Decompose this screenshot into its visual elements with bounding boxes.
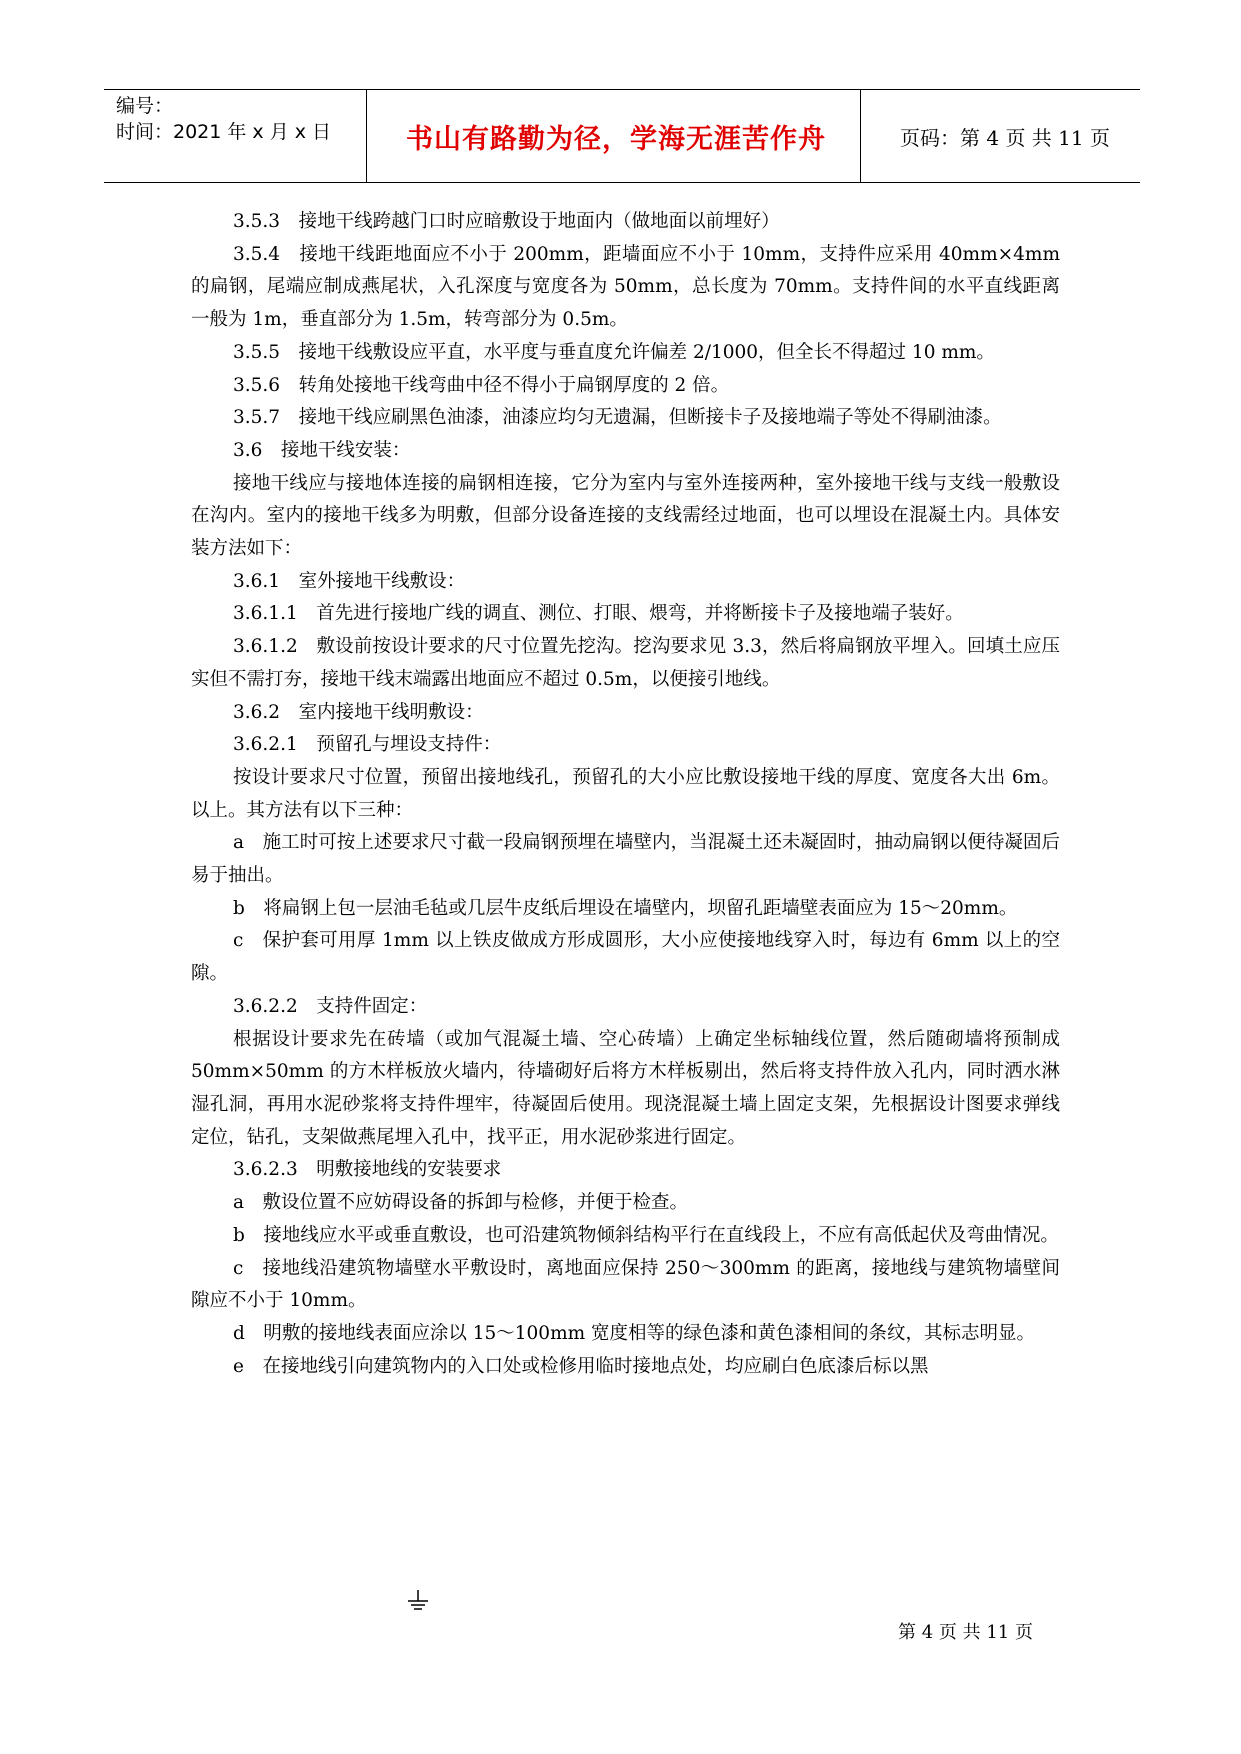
document-time-label: 时间：2021 年 x 月 x 日 xyxy=(116,121,332,143)
section-heading: 3.6.2.2 支持件固定： xyxy=(233,995,428,1017)
paragraph: 3.6.1.1 首先进行接地广线的调直、测位、打眼、煨弯，并将断接卡子及接地端子装好。 xyxy=(233,603,964,625)
paragraph: 3.5.7 接地干线应刷黑色油漆，油漆应均匀无遗漏，但断接卡子及接地端子等处不得刷油漆。 xyxy=(233,407,1002,429)
page-footer: 第 4 页 共 11 页 xyxy=(898,1622,1033,1643)
paragraph: 按设计要求尺寸位置，预留出接地线孔，预留孔的大小应比敷设接地干线的厚度、宽度各大出 6m。以上。其方法有以下三种： xyxy=(191,766,1060,821)
list-item: c 接地线沿建筑物墙壁水平敷设时，离地面应保持 250～300mm 的距离，接地线与建筑物墙壁间隙应不小于 10mm。 xyxy=(191,1257,1060,1312)
header-divider-right xyxy=(860,90,861,182)
section-heading: 3.6.2.1 预留孔与埋设支持件： xyxy=(233,734,502,756)
header-meta xyxy=(116,93,331,145)
ground-icon xyxy=(405,1590,431,1614)
paragraph: 3.6.1.2 敷设前按设计要求的尺寸位置先挖沟。挖沟要求见 3.3，然后将扁钢放平埋入。回填土应压实但不需打夯，接地干线末端露出地面应不超过 0.5m，以便接引地线。 xyxy=(191,636,1060,690)
paragraph: 3.5.4 接地干线距地面应不小于 200mm，距墙面应不小于 10mm，支持件应采用 40mm×4mm 的扁钢，尾端应制成燕尾状，入孔深度与宽度各为 50mm，总长度为 70mm。支持件间的水平直线距离一般为 1m，垂直部分为 1.5m，转弯部分为 0.5m。 xyxy=(191,243,1060,331)
header-page-label: 页码：第 4 页 共 11 页 xyxy=(900,125,1110,150)
paragraph: 3.5.6 转角处接地干线弯曲中径不得小于扁钢厚度的 2 倍。 xyxy=(233,374,730,396)
list-item: a 施工时可按上述要求尺寸截一段扁钢预埋在墙壁内，当混凝土还未凝固时，抽动扁钢以便待凝固后易于抽出。 xyxy=(191,832,1060,887)
list-item: c 保护套可用厚 1mm 以上铁皮做成方形成圆形，大小应使接地线穿入时，每边有 6mm 以上的空隙。 xyxy=(191,930,1060,985)
section-heading: 3.6.2 室内接地干线明敷设： xyxy=(233,701,484,723)
paragraph: 3.5.5 接地干线敷设应平直，水平度与垂直度允许偏差 2/1000，但全长不得超过 10 mm。 xyxy=(233,341,995,363)
section-heading: 3.6.1 室外接地干线敷设： xyxy=(233,570,466,592)
paragraph: 3.5.3 接地干线跨越门口时应暗敷设于地面内（做地面以前埋好） xyxy=(233,211,780,232)
document-number-label: 编号： xyxy=(116,95,174,117)
document-header xyxy=(104,89,1140,183)
list-item: e 在接地线引向建筑物内的入口处或检修用临时接地点处，均应刷白色底漆后标以黑 xyxy=(233,1355,929,1377)
section-heading: 3.6 接地干线安装： xyxy=(233,439,411,461)
list-item: b 接地线应水平或垂直敷设，也可沿建筑物倾斜结构平行在直线段上，不应有高低起伏及弯曲情况。 xyxy=(233,1224,1059,1246)
list-item: b 将扁钢上包一层油毛毡或几层牛皮纸后埋设在墙壁内，坝留孔距墙壁表面应为 15～20mm。 xyxy=(233,897,1018,919)
list-item: a 敷设位置不应妨碍设备的拆卸与检修，并便于检查。 xyxy=(233,1192,689,1214)
paragraph: 根据设计要求先在砖墙（或加气混凝土墙、空心砖墙）上确定坐标轴线位置，然后随砌墙将预制成 50mm×50mm 的方木样板放火墙内，待墙砌好后将方木样板剔出，然后将支持件放入孔内，同时洒水淋湿孔洞，再用水泥砂浆将支持件埋牢，待凝固后使用。现浇混凝土墙上固定支架，先根据设计图要求弹线定位，钻孔，支架做燕尾埋入孔中，找平正，用水泥砂浆进行固定。 xyxy=(191,1028,1060,1148)
paragraph: 接地干线应与接地体连接的扁钢相连接，它分为室内与室外连接两种，室外接地干线与支线一般敷设在沟内。室内的接地干线多为明敷，但部分设备连接的支线需经过地面，也可以埋设在混凝土内。具体安装方法如下： xyxy=(191,472,1060,560)
section-heading: 3.6.2.3 明敷接地线的安装要求 xyxy=(233,1159,502,1181)
header-motto: 书山有路勤为径，学海无涯苦作舟 xyxy=(406,123,826,155)
document-body xyxy=(191,206,1060,1383)
list-item: d 明敷的接地线表面应涂以 15～100mm 宽度相等的绿色漆和黄色漆相间的条纹，其标志明显。 xyxy=(233,1322,1036,1344)
header-divider-left xyxy=(366,90,367,182)
